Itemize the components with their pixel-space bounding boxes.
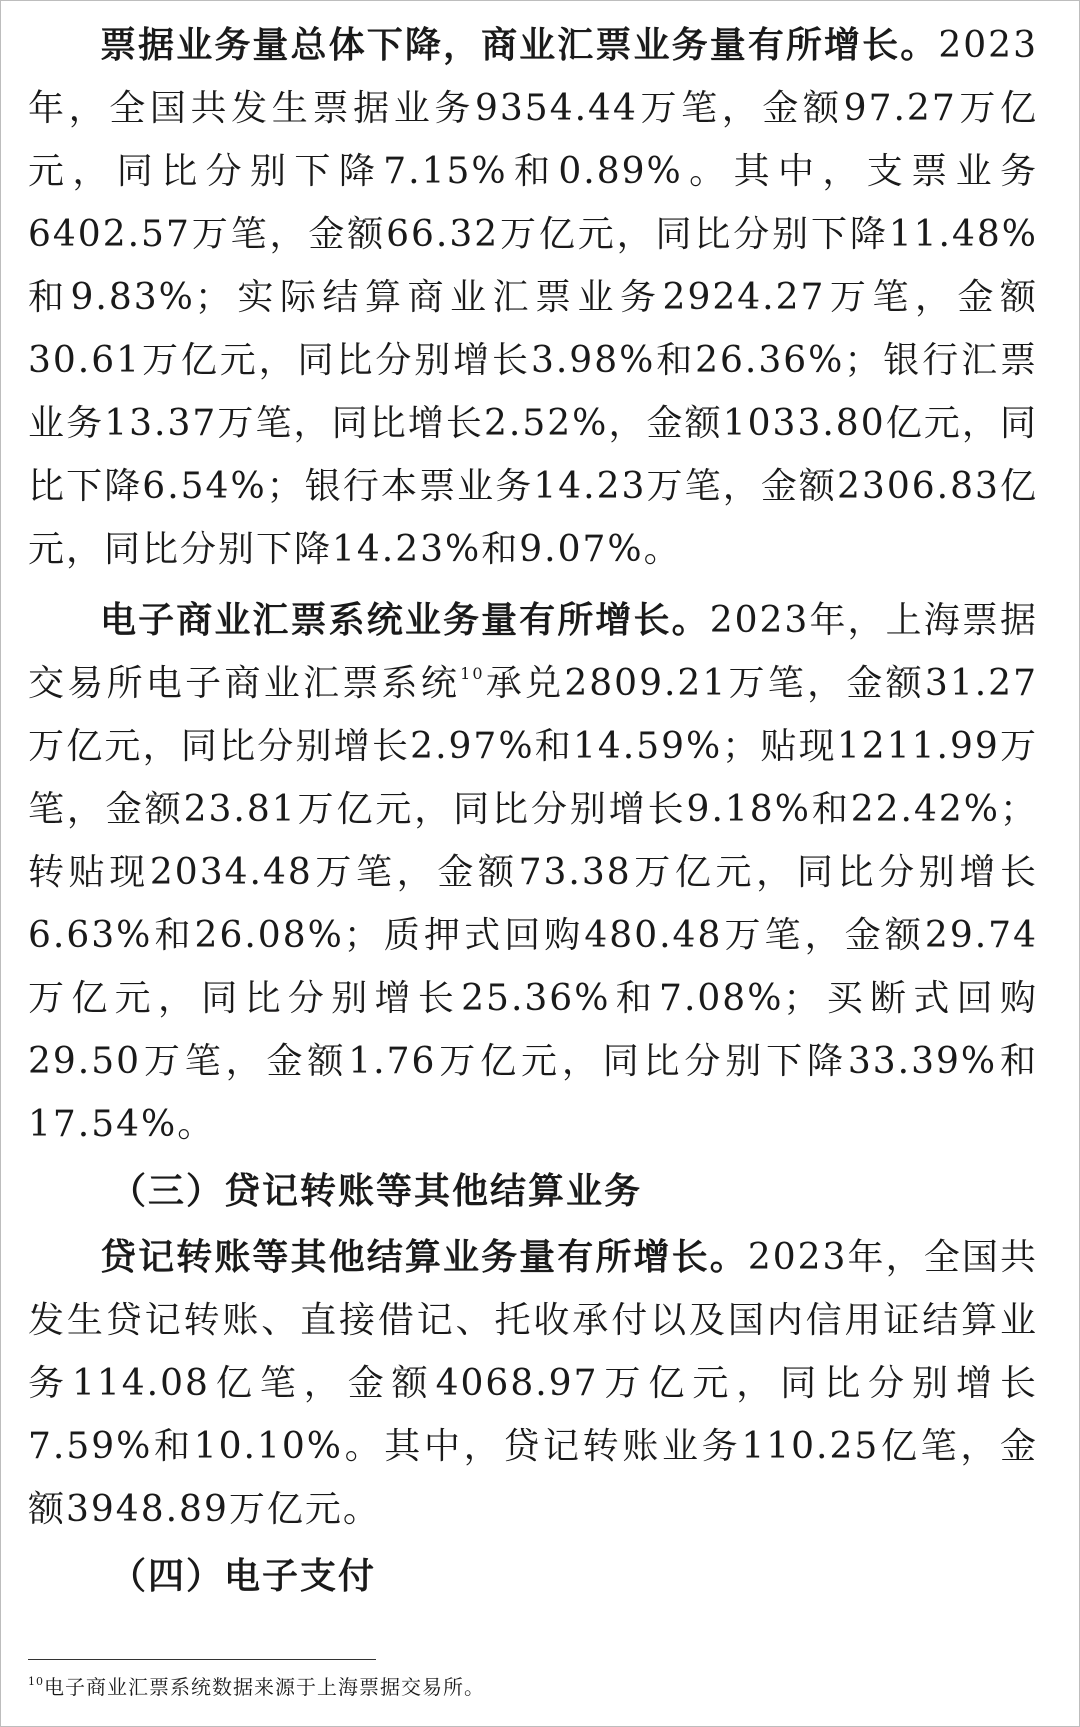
paragraph-text: 承兑2809.21万笔，金额31.27万亿元，同比分别增长2.97%和14.59%；贴现1211.99万笔，金额23.81万亿元，同比分别增长9.18%和22.42%；转贴现2034.48万笔，金额73.38万亿元，同比分别增长6.63%和26.08%；质押式回购480.48万笔，金额29.74万亿元，同比分别增长25.36%和7.08%；买断式回购29.50万笔，金额1.76万亿元，同比分别下降33.39%和17.54%。 bbox=[28, 663, 1038, 1145]
paragraph-text: 2023年，全国共发生贷记转账、直接借记、托收承付以及国内信用证结算业务114.08亿笔，金额4068.97万亿元，同比分别增长7.59%和10.10%。其中，贷记转账业务110.25亿笔，金额3948.89万亿元。 bbox=[28, 1237, 1038, 1530]
paragraph-lead: 票据业务量总体下降，商业汇票业务量有所增长。 bbox=[100, 25, 939, 66]
paragraph-text: 2023年，上海票据交易所电子商业汇票系统 bbox=[28, 600, 1038, 704]
footnote-text: 电子商业汇票系统数据来源于上海票据交易所。 bbox=[44, 1675, 485, 1699]
document-body bbox=[28, 14, 1038, 1611]
footnote-marker: 10 bbox=[28, 1675, 44, 1688]
footnote bbox=[28, 1672, 485, 1702]
paragraph-credit-transfer bbox=[28, 1226, 1038, 1541]
paragraph-lead: 电子商业汇票系统业务量有所增长。 bbox=[100, 600, 710, 641]
paragraph-electronic-commercial-bill bbox=[28, 589, 1038, 1156]
paragraph-text: 2023年，全国共发生票据业务9354.44万笔，金额97.27万亿元，同比分别下降7.15%和0.89%。其中，支票业务6402.57万笔，金额66.32万亿元，同比分别下降11.48%和9.83%；实际结算商业汇票业务2924.27万笔，金额30.61万亿元，同比分别增长3.98%和26.36%；银行汇票业务13.37万笔，同比增长2.52%，金额1033.80亿元，同比下降6.54%；银行本票业务14.23万笔，金额2306.83亿元，同比分别下降14.23%和9.07%。 bbox=[28, 25, 1038, 570]
paragraph-bill-business bbox=[28, 14, 1038, 581]
footnote-reference[interactable]: 10 bbox=[460, 664, 485, 683]
paragraph-lead: 贷记转账等其他结算业务量有所增长。 bbox=[100, 1237, 748, 1278]
footnote-divider bbox=[28, 1659, 376, 1660]
section-heading-3: （三）贷记转账等其他结算业务 bbox=[110, 1171, 643, 1212]
section-heading-4: （四）电子支付 bbox=[110, 1556, 377, 1597]
